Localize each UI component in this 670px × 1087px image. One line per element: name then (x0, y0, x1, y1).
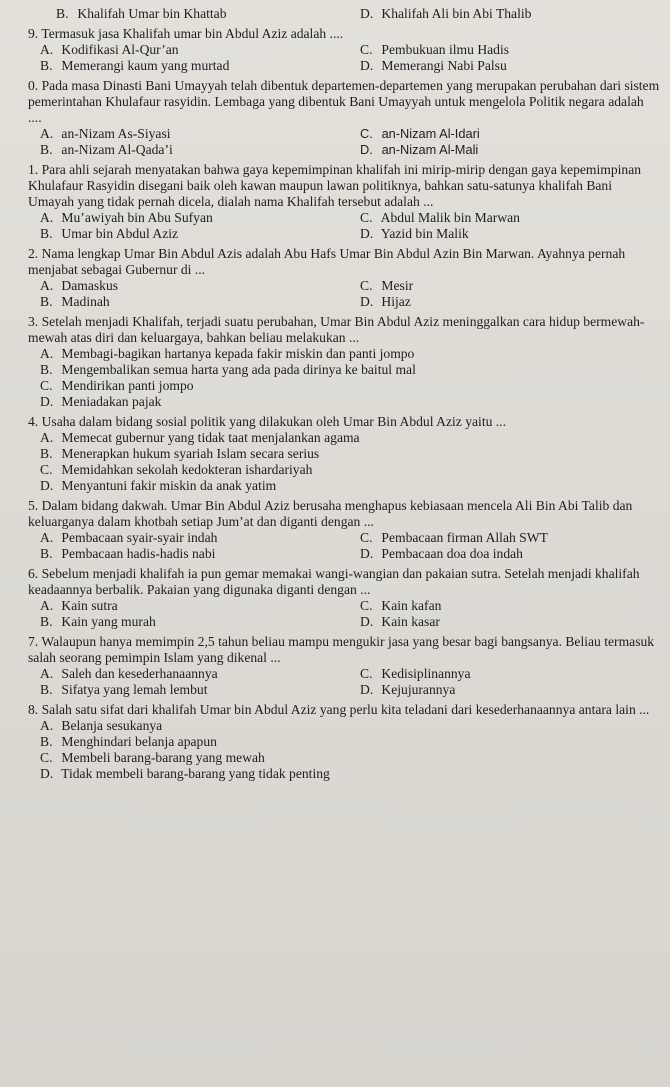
option-c: C. Memidahkan sekolah kedokteran ishardariyah (40, 462, 313, 477)
question-text: 9. Termasuk jasa Khalifah umar bin Abdul Aziz adalah .... (28, 26, 344, 41)
option-a: A. Kodifikasi Al-Qur’an (40, 42, 179, 57)
option-a: A. Pembacaan syair-syair indah (40, 530, 218, 545)
question-text: 3. Setelah menjadi Khalifah, terjadi suatu perubahan, Umar Bin Abdul Aziz meninggalkan cara hidup bermewah-mewah atas diri dan keluargaya, bahkan beliau melakukan ... (28, 314, 645, 345)
option-c: C. Membeli barang-barang yang mewah (40, 750, 265, 765)
question-text: 0. Pada masa Dinasti Bani Umayyah telah dibentuk departemen-departemen yang merupakan perubahan dari sistem pemerintahan Khulafaur rasyidin. Lembaga yang dibentuk Bani Umayyah untuk mengelola Politik negara adalah .... (28, 78, 660, 125)
question-text: 2. Nama lengkap Umar Bin Abdul Azis adalah Abu Hafs Umar Bin Abdul Azin Bin Marwan. Ayahnya pernah menjabat sebagai Gubernur di ... (28, 246, 626, 277)
question-17 (28, 634, 660, 698)
option-c: C. Mendirikan panti jompo (40, 378, 194, 393)
option-b: B. Khalifah Umar bin Khattab (56, 6, 227, 21)
option-c: C. an-Nizam Al-Idari (360, 126, 480, 141)
option-d: D. Kain kasar (360, 614, 440, 629)
option-b: B. Madinah (40, 294, 110, 309)
question-text: 6. Sebelum menjadi khalifah ia pun gemar memakai wangi-wangian dan pakaian sutra. Setelah menjadi khalifah keadaannya berbalik. Pakaian yang digunaka diganti dengan ... (28, 566, 640, 597)
question-text: 7. Walaupun hanya memimpin 2,5 tahun beliau mampu mengukir jasa yang besar bagi bangsanya. Beliau termasuk salah seorang pemimpin Islam yang dikenal ... (28, 634, 655, 665)
option-a: A. Mu’awiyah bin Abu Sufyan (40, 210, 213, 225)
question-11 (28, 162, 660, 242)
question-15 (28, 498, 660, 562)
question-9 (28, 26, 660, 74)
option-a: A. Membagi-bagikan hartanya kepada fakir miskin dan panti jompo (40, 346, 415, 361)
option-d: D. Khalifah Ali bin Abi Thalib (360, 6, 532, 21)
question-13 (28, 314, 660, 410)
question-12 (28, 246, 660, 310)
option-d: D. Meniadakan pajak (40, 394, 162, 409)
option-b: B. Memerangi kaum yang murtad (40, 58, 230, 73)
option-a: A. Memecat gubernur yang tidak taat menjalankan agama (40, 430, 360, 445)
question-18 (28, 702, 660, 782)
question-text: 5. Dalam bidang dakwah. Umar Bin Abdul Aziz berusaha menghapus kebiasaan mencela Ali Bin Abi Talib dan keluarganya dalam khotbah setiap Jum’at dan diganti dengan ... (28, 498, 633, 529)
option-c: C. Pembacaan firman Allah SWT (360, 530, 548, 545)
option-b: B. Mengembalikan semua harta yang ada pada dirinya ke baitul mal (40, 362, 416, 377)
question-16 (28, 566, 660, 630)
option-a: A. Saleh dan kesederhanaannya (40, 666, 218, 681)
option-a: A. an-Nizam As-Siyasi (40, 126, 171, 141)
option-d: D. Yazid bin Malik (360, 226, 469, 241)
option-b: B. Sifatya yang lemah lembut (40, 682, 208, 697)
question-14 (28, 414, 660, 494)
question-8-options-tail (28, 6, 660, 22)
option-b: B. Umar bin Abdul Aziz (40, 226, 179, 241)
option-b: B. Pembacaan hadis-hadis nabi (40, 546, 216, 561)
option-c: C. Pembukuan ilmu Hadis (360, 42, 510, 57)
question-text: 1. Para ahli sejarah menyatakan bahwa gaya kepemimpinan khalifah ini mirip-mirip dengan gaya kepemimpinan Khulafaur Rasyidin disegani baik oleh kawan maupun lawan politiknya, bahkan satu-satunya khalifah Bani Umayah yang tidak pernah dicela, dialah nama Khalifah tersebut adalah ... (28, 162, 642, 209)
option-b: B. an-Nizam Al-Qada’i (40, 142, 173, 157)
option-d: D. Tidak membeli barang-barang yang tidak penting (40, 766, 330, 781)
question-text: 8. Salah satu sifat dari khalifah Umar bin Abdul Aziz yang perlu kita teladani dari kesederhanaannya antara lain ... (28, 702, 650, 717)
option-c: C. Abdul Malik bin Marwan (360, 210, 520, 225)
option-d: D. Hijaz (360, 294, 411, 309)
option-c: C. Kain kafan (360, 598, 442, 613)
option-a: A. Belanja sesukanya (40, 718, 163, 733)
option-b: B. Menghindari belanja apapun (40, 734, 217, 749)
question-text: 4. Usaha dalam bidang sosial politik yang dilakukan oleh Umar Bin Abdul Aziz yaitu ... (28, 414, 506, 429)
option-c: C. Kedisiplinannya (360, 666, 471, 681)
option-d: D. Menyantuni fakir miskin da anak yatim (40, 478, 277, 493)
option-d: D. an-Nizam Al-Mali (360, 142, 479, 157)
option-c: C. Mesir (360, 278, 414, 293)
option-d: D. Pembacaan doa doa indah (360, 546, 523, 561)
option-d: D. Memerangi Nabi Palsu (360, 58, 507, 73)
option-b: B. Kain yang murah (40, 614, 156, 629)
option-a: A. Damaskus (40, 278, 119, 293)
option-d: D. Kejujurannya (360, 682, 456, 697)
question-10 (28, 78, 660, 158)
option-a: A. Kain sutra (40, 598, 118, 613)
option-b: B. Menerapkan hukum syariah Islam secara serius (40, 446, 320, 461)
